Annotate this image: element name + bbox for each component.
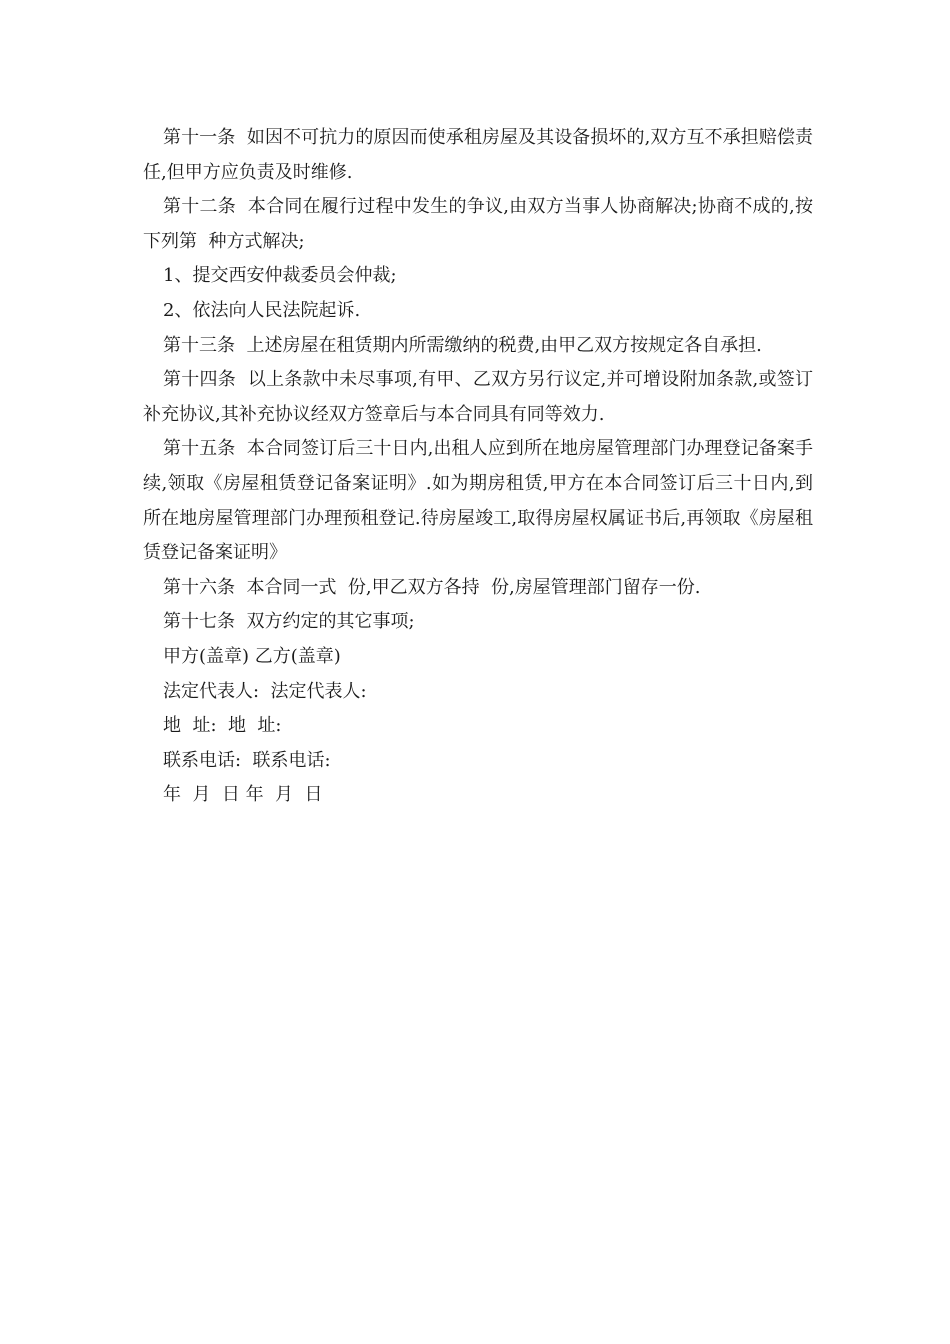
- signature-parties-line: 甲方(盖章) 乙方(盖章): [163, 645, 341, 667]
- article-13-paragraph: 第十三条 上述房屋在租赁期内所需缴纳的税费,由甲乙双方按规定各自承担.: [163, 334, 762, 356]
- article-14-paragraph: 第十四条 以上条款中未尽事项,有甲、乙双方另行议定,并可增设附加条款,或签订补充协议,其补充协议经双方签章后与本合同具有同等效力.: [143, 369, 813, 425]
- contact-phone-line: 联系电话: 联系电话:: [163, 749, 331, 771]
- article-15-paragraph: 第十五条 本合同签订后三十日内,出租人应到所在地房屋管理部门办理登记备案手续,领取《房屋租赁登记备案证明》.如为期房租赁,甲方在本合同签订后三十日内,到所在地房屋管理部门办理预租登记.待房屋竣工,取得房屋权属证书后,再领取《房屋租赁登记备案证明》: [143, 438, 813, 564]
- article-12-paragraph: 第十二条 本合同在履行过程中发生的争议,由双方当事人协商解决;协商不成的,按下列第 种方式解决;: [143, 196, 813, 252]
- article-16-paragraph: 第十六条 本合同一式 份,甲乙双方各持 份,房屋管理部门留存一份.: [163, 576, 701, 598]
- dispute-option-2: 2、依法向人民法院起诉.: [163, 299, 361, 321]
- article-11-paragraph: 第十一条 如因不可抗力的原因而使承租房屋及其设备损坏的,双方互不承担赔偿责任,但甲方应负责及时维修.: [143, 127, 813, 183]
- legal-representative-line: 法定代表人: 法定代表人:: [163, 680, 367, 702]
- document-body: [143, 121, 813, 813]
- article-17-paragraph: 第十七条 双方约定的其它事项;: [163, 611, 415, 633]
- dispute-option-1: 1、提交西安仲裁委员会仲裁;: [163, 265, 397, 287]
- address-line: 地 址: 地 址:: [163, 715, 282, 737]
- date-line: 年 月 日 年 月 日: [163, 784, 323, 806]
